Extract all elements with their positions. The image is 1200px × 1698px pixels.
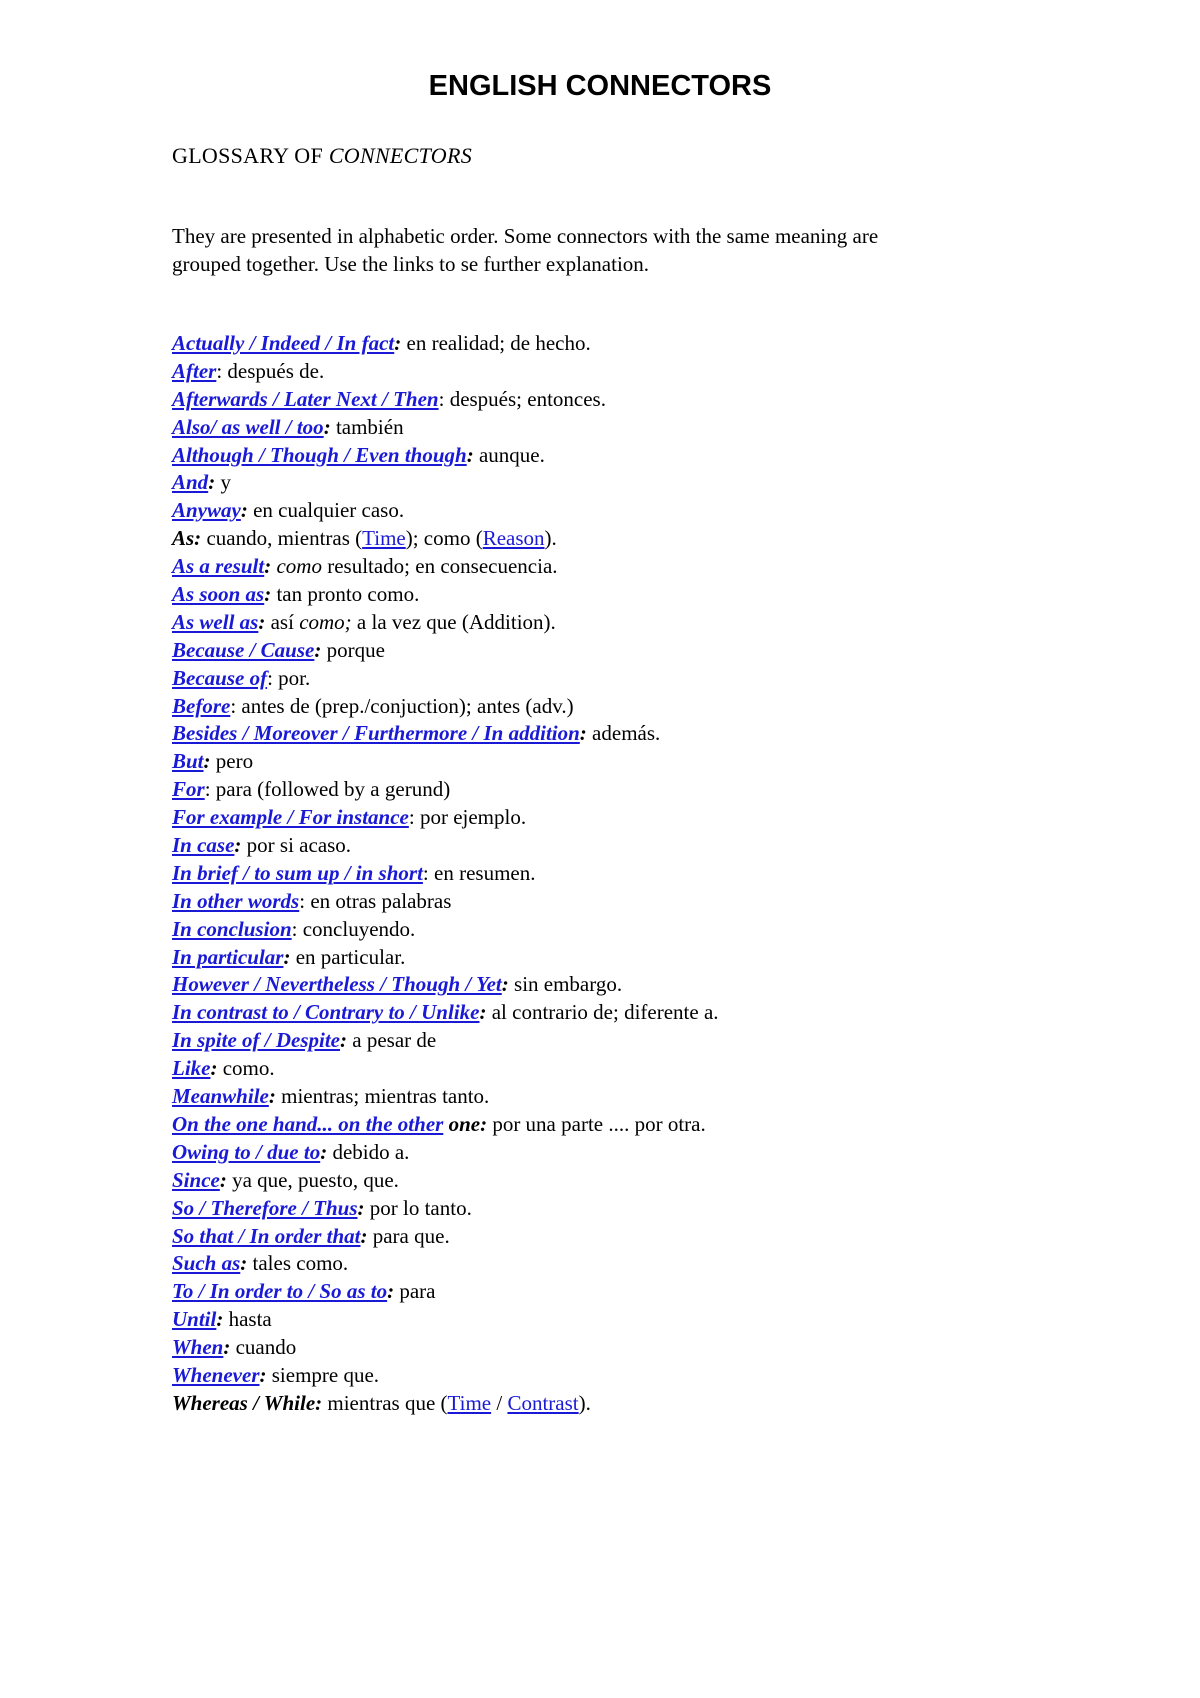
definition: en cualquier caso.: [247, 498, 405, 523]
definition: tan pronto como.: [271, 582, 420, 607]
connector-link[interactable]: Besides / Moreover / Furthermore / In addition: [172, 721, 580, 746]
connector-link[interactable]: Because of: [172, 665, 268, 690]
definition: como.: [217, 1056, 275, 1081]
definition: en resumen.: [428, 860, 536, 885]
list-item: [172, 860, 1072, 888]
separator: :: [210, 1056, 218, 1081]
list-item: [172, 1195, 1072, 1223]
connector-link[interactable]: As a result: [172, 554, 265, 579]
definition: también: [330, 414, 404, 439]
list-item: [172, 1027, 1072, 1055]
separator: :: [264, 554, 272, 579]
list-item: [172, 971, 1072, 999]
separator: :: [240, 1251, 248, 1276]
definition: y: [215, 470, 231, 495]
connector-link[interactable]: After: [172, 358, 217, 383]
connector-link[interactable]: Also/ as well / too: [172, 414, 324, 439]
list-item: [172, 609, 1072, 637]
separator: :: [267, 665, 273, 690]
definition: ).: [544, 526, 557, 551]
separator: :: [203, 749, 211, 774]
connector-link[interactable]: To / In order to / So as to: [172, 1279, 388, 1304]
intro-line-2: grouped together. Use the links to se further explanation.: [172, 252, 650, 276]
separator: :: [216, 1307, 224, 1332]
list-item: [172, 1250, 1072, 1278]
list-item: [172, 1139, 1072, 1167]
connector-link[interactable]: In brief / to sum up / in short: [172, 860, 423, 885]
separator: :: [340, 1028, 347, 1053]
list-item: [172, 497, 1072, 525]
connector-link[interactable]: Meanwhile: [172, 1084, 269, 1109]
connector-link[interactable]: In other words: [172, 888, 300, 913]
list-item: [172, 553, 1072, 581]
list-item: [172, 693, 1072, 721]
connector-link[interactable]: Before: [172, 693, 231, 718]
definition-italic: como: [271, 554, 322, 579]
connector-link[interactable]: In spite of / Despite: [172, 1028, 340, 1053]
separator: :: [208, 470, 216, 495]
separator: :: [219, 1167, 227, 1192]
subtitle-italic: CONNECTORS: [328, 143, 473, 168]
separator: :: [501, 972, 509, 997]
definition: para (followed by a gerund): [210, 777, 451, 802]
definition: por ejemplo.: [414, 805, 527, 830]
connector-link[interactable]: Afterwards / Later Next / Then: [172, 386, 439, 411]
separator: :: [240, 498, 248, 523]
connector-link[interactable]: In conclusion: [172, 916, 292, 941]
connector-term: As:: [172, 526, 202, 551]
list-item: [172, 720, 1072, 748]
separator: :: [408, 805, 415, 830]
definition: para que.: [367, 1223, 450, 1248]
connector-link[interactable]: For: [172, 777, 205, 802]
separator: :: [320, 1139, 328, 1164]
list-item: [172, 944, 1072, 972]
definition: por lo tanto.: [364, 1195, 472, 1220]
connector-term-tail: one:: [443, 1111, 488, 1136]
list-item: [172, 1306, 1072, 1334]
definition: /: [491, 1390, 508, 1415]
intro-paragraph: [172, 222, 1052, 278]
list-item: [172, 330, 1072, 358]
list-item: [172, 776, 1072, 804]
list-item: [172, 1223, 1072, 1251]
connector-link[interactable]: Because / Cause: [172, 637, 315, 662]
list-item: [172, 414, 1072, 442]
connector-link[interactable]: In particular: [172, 944, 284, 969]
time-link[interactable]: Time: [362, 526, 406, 551]
contrast-link[interactable]: Contrast: [507, 1390, 579, 1415]
list-item: [172, 1111, 1072, 1139]
separator: :: [394, 331, 402, 355]
connector-link[interactable]: Since: [172, 1167, 220, 1192]
definition: porque: [321, 637, 385, 662]
definition: mientras que (: [322, 1390, 448, 1415]
definition: debido a.: [327, 1139, 410, 1164]
definition: a pesar de: [347, 1028, 437, 1053]
separator: :: [234, 833, 242, 858]
list-item: [172, 999, 1072, 1027]
definition: mientras; mientras tanto.: [275, 1084, 490, 1109]
separator: :: [299, 888, 306, 913]
separator: :: [258, 609, 266, 634]
definition: resultado; en consecuencia.: [321, 554, 558, 579]
definition: cuando, mientras (: [201, 526, 363, 551]
definition: pero: [210, 749, 254, 774]
list-item: [172, 1362, 1072, 1390]
connector-link[interactable]: Although / Though / Even though: [172, 442, 467, 467]
definition: por una parte .... por otra.: [487, 1111, 706, 1136]
definition: siempre que.: [266, 1362, 380, 1387]
definition-italic: como;: [293, 609, 352, 634]
connector-link[interactable]: Until: [172, 1307, 217, 1332]
separator: :: [283, 944, 291, 969]
connector-link[interactable]: And: [172, 470, 209, 495]
time-link[interactable]: Time: [447, 1390, 492, 1415]
connector-link[interactable]: As soon as: [172, 582, 265, 607]
page-title: ENGLISH CONNECTORS: [428, 70, 772, 102]
list-item: [172, 525, 1072, 553]
separator: :: [204, 777, 211, 802]
list-item: [172, 1055, 1072, 1083]
connector-link[interactable]: Such as: [172, 1251, 241, 1276]
list-item: [172, 581, 1072, 609]
separator: :: [579, 721, 587, 746]
definition: además.: [586, 721, 661, 746]
list-item: [172, 637, 1072, 665]
list-item: [172, 888, 1072, 916]
definition: aunque.: [473, 442, 545, 467]
definition: ).: [578, 1390, 591, 1415]
separator: :: [216, 358, 223, 383]
connector-term: Whereas / While:: [172, 1390, 323, 1415]
connector-link[interactable]: Whenever: [172, 1362, 260, 1387]
separator: :: [314, 637, 322, 662]
definition: por.: [272, 665, 311, 690]
definition: antes de (prep./conjuction); antes (adv.): [236, 693, 574, 718]
definition: tales como.: [247, 1251, 349, 1276]
connector-link[interactable]: So that / In order that: [172, 1223, 361, 1248]
list-item: [172, 358, 1072, 386]
list-item: [172, 804, 1072, 832]
separator: :: [466, 442, 474, 467]
connector-link[interactable]: But: [172, 749, 204, 774]
connector-link[interactable]: Like: [172, 1056, 211, 1081]
definition: en otras palabras: [305, 888, 452, 913]
connectors-list: [172, 330, 1072, 1418]
separator: :: [268, 1084, 276, 1109]
connector-link[interactable]: As well as: [172, 609, 259, 634]
intro-line-1: They are presented in alphabetic order. Some connectors with the same meaning are: [172, 224, 879, 248]
list-item: [172, 1334, 1072, 1362]
definition: para: [394, 1279, 436, 1304]
definition: al contrario de; diferente a.: [486, 1000, 719, 1025]
connector-link[interactable]: Actually / Indeed / In fact: [172, 331, 395, 355]
list-item: [172, 1167, 1072, 1195]
separator: :: [387, 1279, 395, 1304]
list-item: [172, 1390, 1072, 1418]
separator: :: [223, 1335, 231, 1360]
separator: :: [360, 1223, 368, 1248]
list-item: [172, 442, 1072, 470]
definition: en realidad; de hecho.: [401, 331, 591, 355]
connector-link[interactable]: For example / For instance: [172, 805, 409, 830]
separator: :: [323, 414, 331, 439]
list-item: [172, 386, 1072, 414]
separator: :: [357, 1195, 365, 1220]
reason-link[interactable]: Reason: [482, 526, 545, 551]
separator: :: [479, 1000, 487, 1025]
definition: concluyendo.: [297, 916, 416, 941]
separator: :: [230, 693, 237, 718]
definition: hasta: [223, 1307, 272, 1332]
definition: ); como (: [405, 526, 483, 551]
connector-link[interactable]: When: [172, 1335, 224, 1360]
separator: :: [422, 860, 429, 885]
list-item: [172, 748, 1072, 776]
definition: en particular.: [290, 944, 406, 969]
connector-link[interactable]: So / Therefore / Thus: [172, 1195, 358, 1220]
separator: :: [438, 386, 445, 411]
definition: así: [265, 609, 294, 634]
definition: después de.: [222, 358, 325, 383]
list-item: [172, 1083, 1072, 1111]
connector-link[interactable]: In contrast to / Contrary to / Unlike: [172, 1000, 480, 1025]
definition: cuando: [230, 1335, 297, 1360]
definition: sin embargo.: [508, 972, 623, 997]
connector-link[interactable]: Owing to / due to: [172, 1139, 321, 1164]
list-item: [172, 1278, 1072, 1306]
definition: después; entonces.: [444, 386, 606, 411]
connector-link[interactable]: On the one hand... on the other: [172, 1111, 444, 1136]
separator: :: [291, 916, 298, 941]
list-item: [172, 665, 1072, 693]
glossary-subtitle: [172, 143, 472, 169]
connector-link[interactable]: However / Nevertheless / Though / Yet: [172, 972, 502, 997]
definition: a la vez que (Addition).: [351, 609, 556, 634]
separator: :: [264, 582, 272, 607]
definition: por si acaso.: [241, 833, 352, 858]
list-item: [172, 916, 1072, 944]
separator: :: [259, 1362, 267, 1387]
list-item: [172, 469, 1072, 497]
list-item: [172, 832, 1072, 860]
connector-link[interactable]: Anyway: [172, 498, 241, 523]
definition: ya que, puesto, que.: [226, 1167, 399, 1192]
subtitle-prefix: GLOSSARY OF: [172, 143, 329, 168]
connector-link[interactable]: In case: [172, 833, 235, 858]
